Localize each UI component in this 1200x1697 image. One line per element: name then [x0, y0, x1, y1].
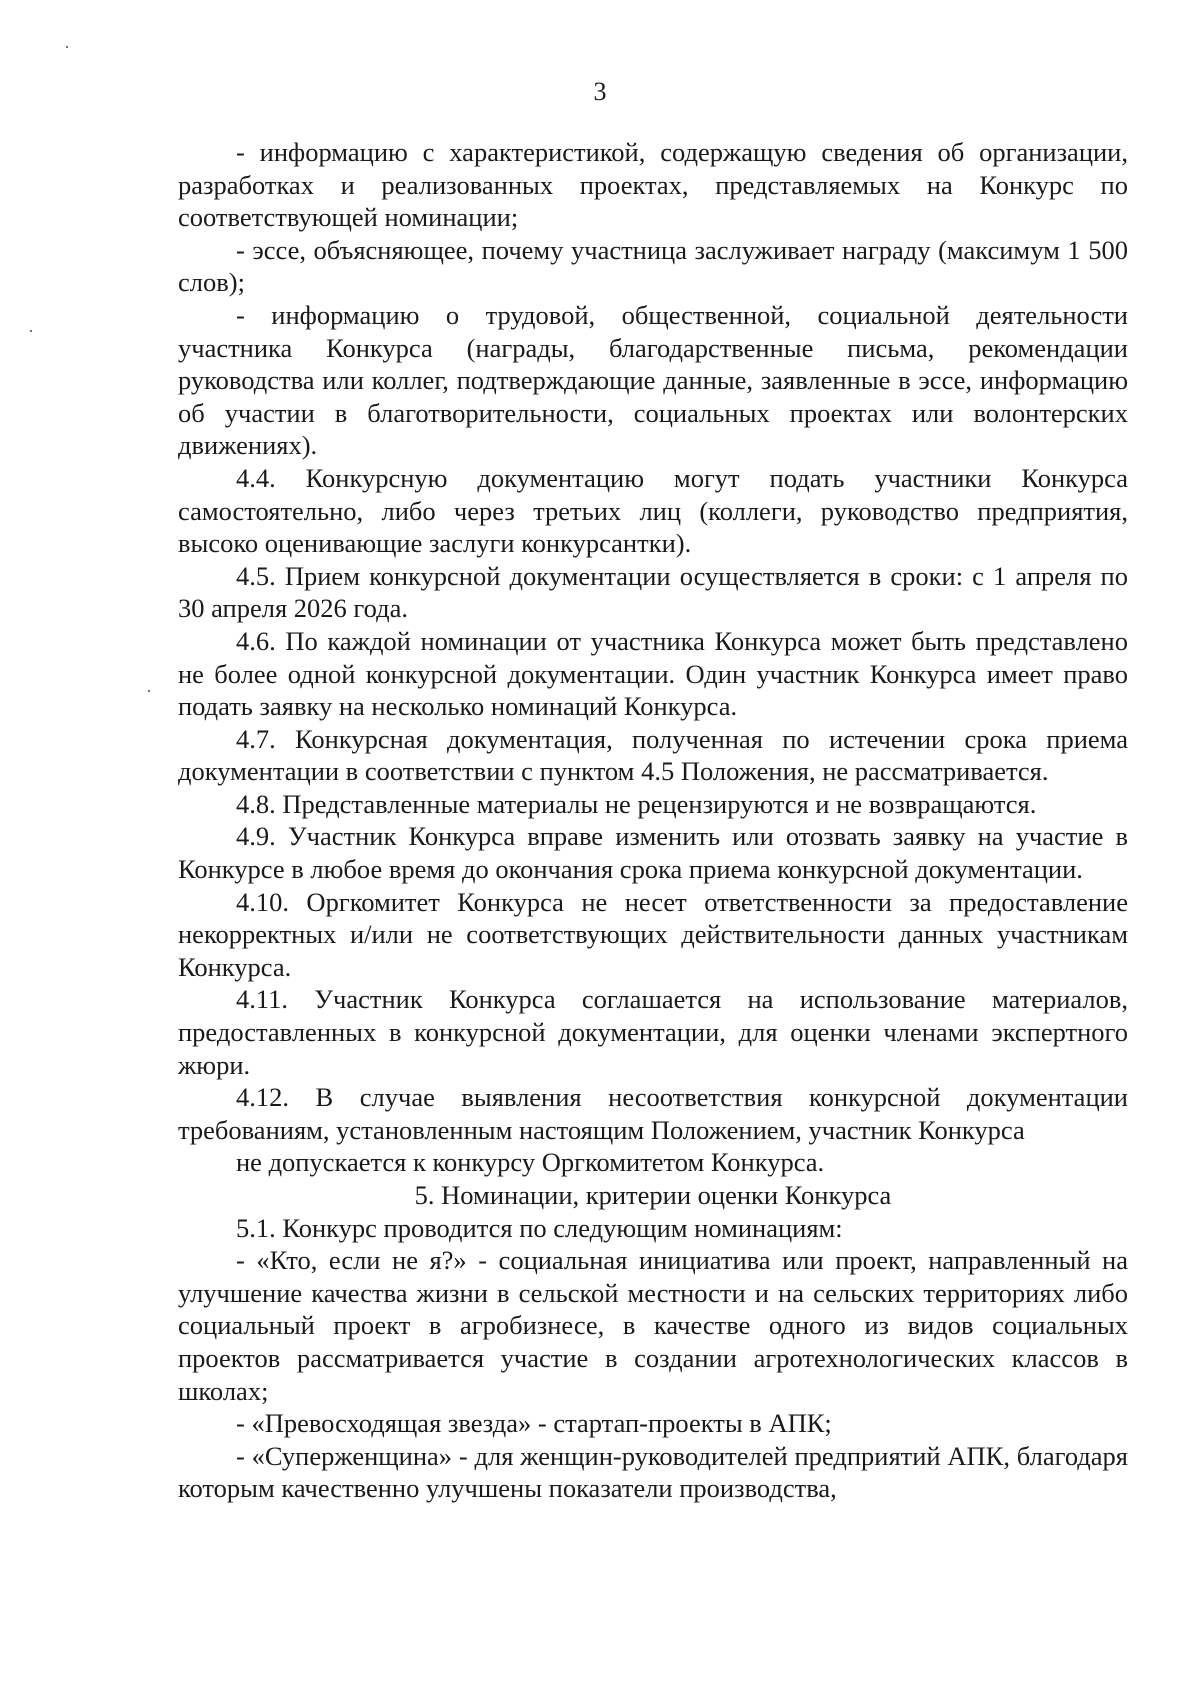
paragraph-activity-info: - информацию о трудовой, общественной, социальной деятельности участника Конкурса (награды, благодарственные письма, рекомендации руководства или коллег, подтверждающие данные, заявленные в эссе, информацию об участии в благотворительности, социальных проектах или волонтерских движениях). [178, 299, 1128, 461]
nomination-who-if-not-me: - «Кто, если не я?» - социальная инициатива или проект, направленный на улучшение качества жизни в сельской местности и на сельских территориях либо социальный проект в агробизнесе, в качестве одного из видов социальных проектов рассматривается участие в создании агротехнологических классов в школах; [178, 1245, 1128, 1406]
scan-speck [30, 330, 32, 332]
nomination-superwoman: - «Суперженщина» - для женщин-руководителей предприятий АПК, благодаря которым качественно улучшены показатели производства, [178, 1440, 1128, 1504]
page-number: 3 [593, 77, 607, 106]
document-body [178, 136, 1128, 1505]
clause-4-9: 4.9. Участник Конкурса вправе изменить или отозвать заявку на участие в Конкурсе в любое время до окончания срока приема конкурсной документации. [178, 821, 1128, 885]
paragraph-organization-info: - информацию с характеристикой, содержащую сведения об организации, разработках и реализованных проектах, представляемых на Конкурс по соответствующей номинации; [178, 137, 1128, 233]
clause-4-8: 4.8. Представленные материалы не рецензируются и не возвращаются. [236, 788, 1037, 819]
scan-speck [148, 690, 150, 692]
clause-5-1: 5.1. Конкурс проводится по следующим номинациям: [236, 1212, 843, 1243]
clause-4-12-continuation: не допускается к конкурсу Оргкомитетом Конкурса. [236, 1147, 825, 1178]
clause-4-11: 4.11. Участник Конкурса соглашается на использование материалов, предоставленных в конкурсной документации, для оценки членами экспертного жюри. [178, 984, 1128, 1080]
clause-4-6: 4.6. По каждой номинации от участника Конкурса может быть представлено не более одной конкурсной документации. Один участник Конкурса имеет право подать заявку на несколько номинаций Конкурса. [178, 625, 1128, 722]
clause-4-7: 4.7. Конкурсная документация, полученная по истечении срока приема документации в соответствии с пунктом 4.5 Положения, не рассматривается. [178, 723, 1128, 787]
clause-4-12: 4.12. В случае выявления несоответствия конкурсной документации требованиям, установленным настоящим Положением, участник Конкурса [178, 1082, 1128, 1145]
clause-4-5: 4.5. Прием конкурсной документации осуществляется в сроки: с 1 апреля по 30 апреля 2026 года. [178, 560, 1128, 624]
section-heading: 5. Номинации, критерии оценки Конкурса [414, 1180, 892, 1210]
paragraph-essay: - эссе, объясняющее, почему участница заслуживает награду (максимум 1 500 слов); [178, 234, 1128, 298]
clause-4-10: 4.10. Оргкомитет Конкурса не несет ответственности за предоставление некорректных и/или не соответствующих действительности данных участникам Конкурса. [178, 886, 1128, 982]
clause-4-4: 4.4. Конкурсную документацию могут подать участники Конкурса самостоятельно, либо через третьих лиц (коллеги, руководство предприятия, высоко оценивающие заслуги конкурсантки). [178, 462, 1128, 559]
scan-speck [66, 46, 68, 48]
nomination-superior-star: - «Превосходящая звезда» - стартап-проекты в АПК; [236, 1408, 832, 1439]
